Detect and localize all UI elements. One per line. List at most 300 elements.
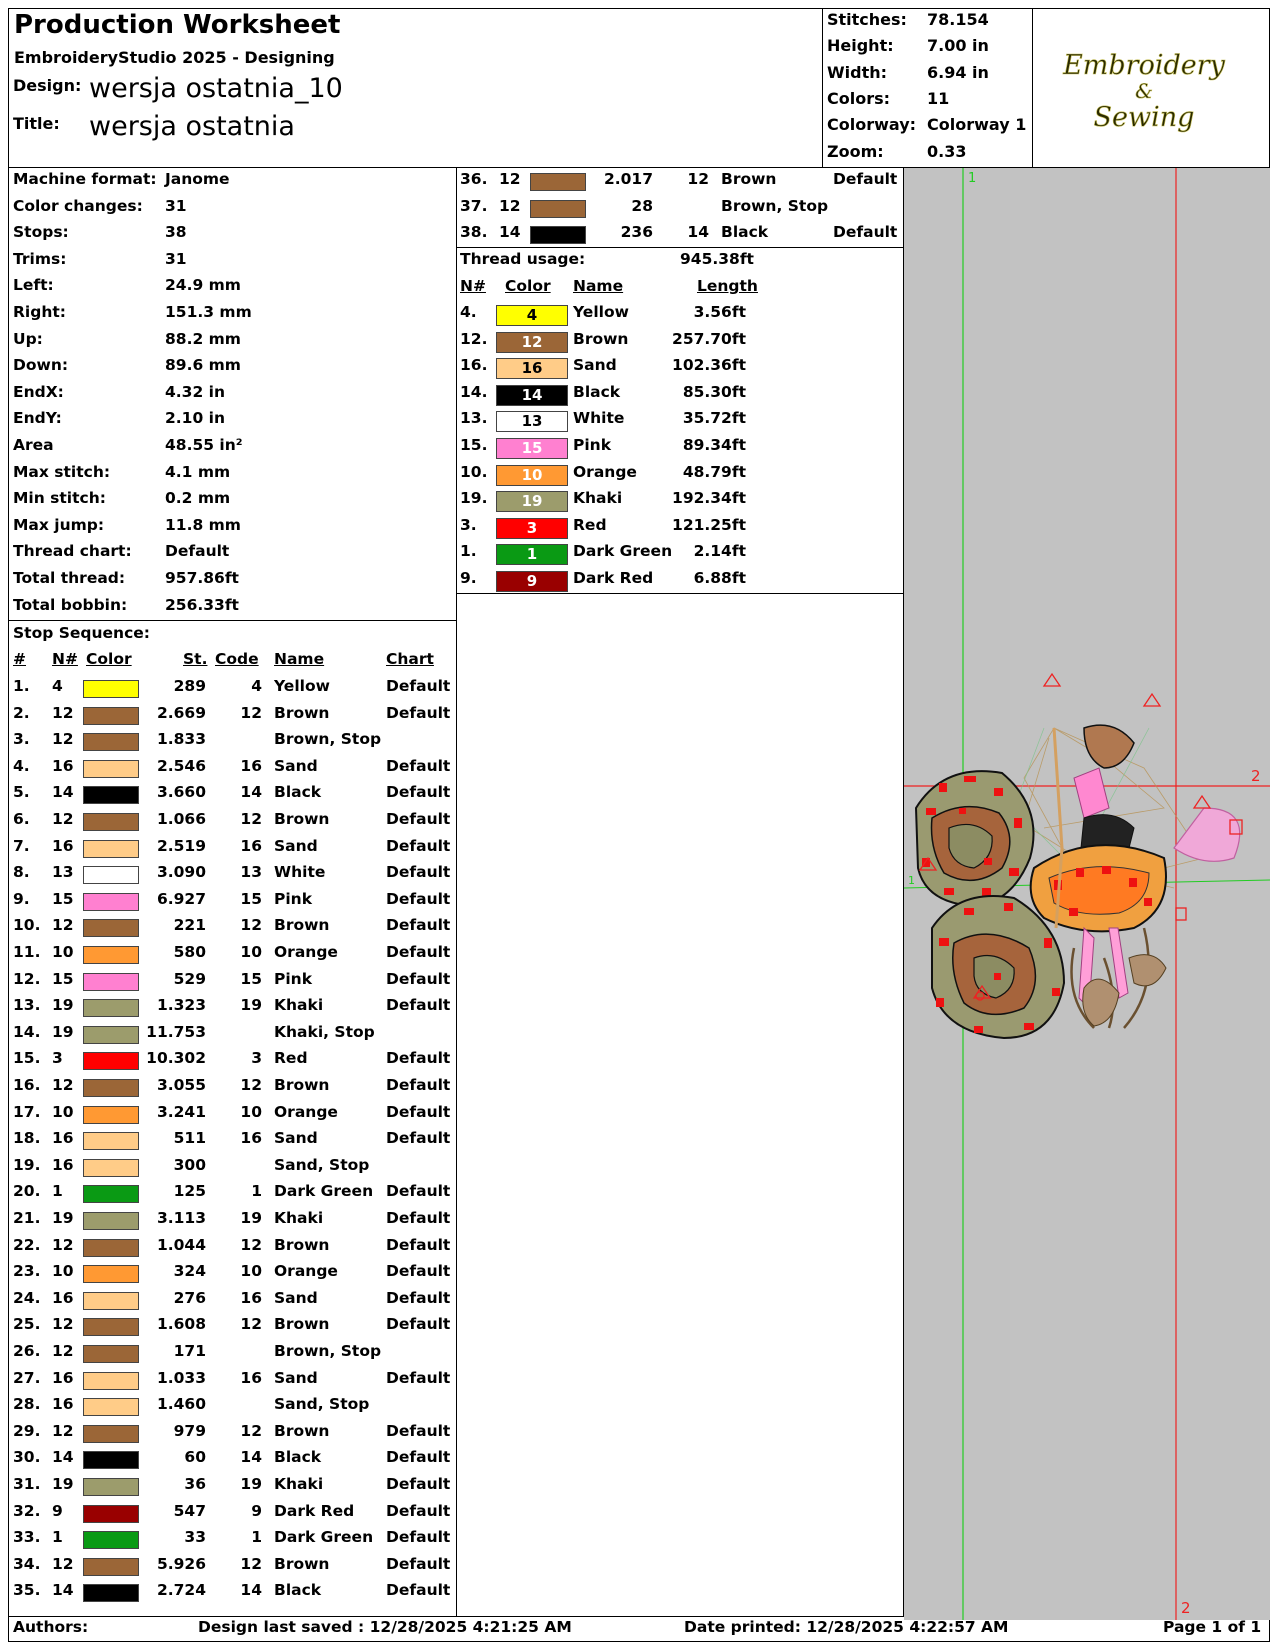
stop-name: Brown: [274, 1421, 330, 1440]
stop-chart: Default: [386, 1209, 451, 1227]
stop-number: 7.: [13, 836, 30, 855]
stop-chart: Default: [386, 1262, 451, 1281]
info-row: [13, 409, 225, 436]
thread-name: Red: [573, 515, 607, 534]
stop-needle: 12: [52, 810, 74, 828]
stop-needle: 16: [52, 1129, 74, 1148]
thread-length: 35.72ft: [682, 409, 746, 428]
thread-name: Brown: [573, 329, 629, 348]
stop-stitches: 60: [184, 1448, 206, 1467]
info-row: [13, 303, 252, 330]
stop-needle: 4: [52, 677, 63, 695]
stop-color-swatch: [83, 1531, 139, 1549]
stop-row: [0, 943, 451, 970]
stop-number: 25.: [13, 1315, 41, 1334]
stat-value: 6.94 in: [927, 62, 989, 82]
footer-last-saved: Design last saved : 12/28/2025 4:21:25 AM: [198, 1618, 572, 1636]
design-preview: [904, 168, 1270, 1620]
stop-color-swatch: [83, 1584, 139, 1602]
thread-name: Dark Red: [573, 569, 654, 587]
stop-stitches: 36: [184, 1475, 206, 1493]
stop-name: Sand: [274, 1288, 318, 1307]
stop-chart: Default: [386, 836, 451, 855]
stop-name: Yellow: [274, 677, 330, 695]
stop-stitches: 2.669: [156, 703, 206, 722]
stop-name: Black: [274, 1448, 322, 1467]
stop-name: Brown: [274, 1235, 330, 1254]
thread-name: Orange: [573, 462, 637, 481]
col-header-color: Color: [86, 650, 132, 668]
stop-row: [447, 197, 895, 224]
thread-needle: 3.: [460, 515, 477, 534]
thread-row: [456, 356, 903, 383]
info-row: [13, 249, 187, 277]
stop-chart: Default: [386, 756, 451, 775]
stop-needle: 12: [52, 1076, 74, 1094]
stop-stitches: 289: [173, 677, 206, 695]
stop-code: 16: [240, 1288, 262, 1307]
thread-length: 2.14ft: [693, 542, 746, 561]
stop-color-swatch: [83, 707, 139, 725]
software-subtitle: EmbroideryStudio 2025 - Designing: [14, 48, 335, 67]
col-header-chart: Chart: [386, 650, 434, 668]
stop-chart: Default: [386, 1049, 451, 1068]
thread-needle: 1.: [460, 542, 477, 561]
stop-stitches: 276: [173, 1288, 206, 1307]
stop-number: 29.: [13, 1421, 41, 1440]
stop-name: Orange: [274, 943, 338, 961]
stop-color-swatch: [83, 1318, 139, 1336]
stop-needle: 19: [52, 996, 74, 1015]
stop-color-swatch: [83, 840, 139, 858]
thread-name: Khaki: [573, 489, 623, 508]
thread-row: [456, 516, 903, 543]
stop-color-swatch: [83, 893, 139, 911]
stop-stitches: 33: [184, 1528, 206, 1547]
stop-chart: Default: [386, 1235, 451, 1254]
stop-needle: 19: [52, 1209, 74, 1227]
stop-stitches: 1.323: [156, 996, 206, 1015]
stop-code: 14: [240, 1581, 262, 1600]
stop-code: 10: [240, 1102, 262, 1121]
stop-name: Brown: [721, 170, 777, 188]
stop-row: [0, 1528, 451, 1555]
info-value: 38: [165, 223, 187, 242]
stop-code: 12: [240, 1315, 262, 1334]
thread-length: 257.70ft: [672, 329, 746, 348]
info-value: 4.32 in: [165, 382, 225, 401]
stop-stitches: 28: [631, 196, 653, 215]
thread-row: [456, 436, 903, 463]
design-title: wersja ostatnia: [89, 111, 295, 142]
stop-code: 12: [687, 170, 709, 188]
stat-label: Colors:: [827, 88, 891, 108]
stop-stitches: 3.055: [156, 1076, 206, 1094]
footer-authors: Authors:: [13, 1618, 89, 1636]
stop-name: Pink: [274, 969, 313, 988]
thread-header-length: Length: [697, 277, 758, 295]
stop-needle: 13: [52, 863, 74, 882]
stop-needle: 15: [52, 889, 74, 908]
stop-number: 22.: [13, 1235, 41, 1254]
stop-row: [0, 1395, 448, 1422]
stop-code: 12: [240, 1235, 262, 1254]
stop-name: Brown: [274, 810, 330, 828]
stop-code: 13: [240, 863, 262, 882]
stop-color-swatch: [530, 226, 586, 244]
info-row: [13, 356, 241, 383]
stop-color-swatch: [83, 1212, 139, 1230]
stop-number: 9.: [13, 889, 30, 908]
thread-needle: 12.: [460, 329, 488, 348]
stop-stitches: 3.090: [156, 863, 206, 882]
stop-row: [0, 1475, 451, 1502]
thread-length: 121.25ft: [672, 515, 746, 534]
info-value: 48.55 in²: [165, 436, 243, 454]
stop-stitches: 11.753: [146, 1022, 206, 1041]
stop-number: 11.: [13, 943, 41, 961]
stop-color-swatch: [83, 1265, 139, 1283]
thread-header-needle: N#: [460, 277, 486, 295]
info-row: [13, 436, 243, 463]
stop-stitches: 1.033: [156, 1368, 206, 1387]
stop-chart: Default: [386, 1581, 451, 1600]
stop-stitches: 1.608: [156, 1315, 206, 1334]
stop-needle: 10: [52, 943, 74, 961]
info-value: 88.2 mm: [165, 329, 241, 348]
info-row: [13, 170, 230, 197]
thread-color-swatch: 14: [496, 385, 568, 406]
stop-code: 12: [240, 703, 262, 722]
stop-sequence-title: Stop Sequence:: [13, 624, 150, 642]
stop-name: Brown: [274, 1076, 330, 1094]
stop-code: 1: [251, 1182, 262, 1201]
stop-color-swatch: [83, 1398, 139, 1416]
stop-chart: Default: [833, 170, 898, 188]
stop-row: [0, 996, 451, 1023]
stop-stitches: 2.546: [156, 756, 206, 775]
stop-stitches: 236: [620, 223, 653, 242]
stop-name: Orange: [274, 1262, 338, 1281]
stop-name: Dark Green: [274, 1182, 374, 1201]
thread-row: [456, 330, 903, 357]
info-value: 24.9 mm: [165, 276, 241, 295]
stop-color-swatch: [83, 813, 139, 831]
stop-name: Dark Red: [274, 1501, 355, 1520]
stat-label: Width:: [827, 62, 888, 82]
info-row: [13, 196, 187, 224]
stop-code: 12: [240, 1076, 262, 1094]
stop-stitches: 547: [173, 1501, 206, 1520]
stop-stitches: 2.519: [156, 836, 206, 855]
stop-needle: 12: [52, 730, 74, 749]
info-value: 0.2 mm: [165, 489, 231, 508]
thread-name: Sand: [573, 356, 617, 375]
stop-color-swatch: [83, 1185, 139, 1203]
info-value: 4.1 mm: [165, 462, 231, 481]
stop-chart: Default: [386, 703, 451, 722]
stop-color-swatch: [530, 173, 586, 191]
stop-row: [0, 1102, 451, 1130]
page-title: Production Worksheet: [14, 10, 341, 40]
thread-length: 85.30ft: [682, 382, 746, 401]
stop-chart: Default: [386, 1288, 451, 1307]
thread-needle: 10.: [460, 462, 488, 481]
thread-needle: 9.: [460, 569, 477, 587]
design-name: wersja ostatnia_10: [89, 73, 343, 104]
stop-stitches: 1.833: [156, 730, 206, 749]
thread-row: [456, 489, 903, 516]
stop-stitches: 5.926: [156, 1554, 206, 1573]
stop-number: 27.: [13, 1368, 41, 1387]
stop-row: [0, 1421, 451, 1449]
stop-name: Khaki: [274, 996, 324, 1015]
info-row: [13, 489, 231, 516]
info-label: Max stitch:: [13, 462, 111, 481]
stop-name: Sand: [274, 1129, 318, 1148]
stop-name: Sand: [274, 1368, 318, 1387]
stop-code: 16: [240, 836, 262, 855]
stop-number: 5.: [13, 783, 30, 802]
info-value: 89.6 mm: [165, 356, 241, 375]
thread-needle: 14.: [460, 382, 488, 401]
stop-needle: 14: [52, 783, 74, 802]
stop-needle: 14: [52, 1448, 74, 1467]
stop-color-swatch: [83, 1505, 139, 1523]
thread-usage-title: Thread usage:: [460, 250, 586, 268]
stop-color-swatch: [530, 200, 586, 218]
stop-name: Black: [274, 1581, 322, 1600]
stop-row: [0, 1368, 451, 1396]
stop-row: [0, 1342, 448, 1369]
thread-name: Dark Green: [573, 542, 673, 561]
title-label: Title:: [13, 114, 60, 133]
stop-needle: 19: [52, 1022, 74, 1041]
stop-number: 12.: [13, 969, 41, 988]
thread-length: 48.79ft: [682, 462, 746, 481]
stat-value: 7.00 in: [927, 36, 989, 56]
stop-chart: Default: [386, 1368, 451, 1387]
stop-chart: Default: [386, 1421, 451, 1440]
stop-chart: Default: [386, 1076, 451, 1094]
stop-color-swatch: [83, 1425, 139, 1443]
stop-needle: 16: [52, 836, 74, 855]
stop-number: 36.: [460, 170, 488, 188]
stop-name: Brown, Stop: [274, 730, 382, 749]
stop-stitches: 324: [173, 1262, 206, 1281]
stop-needle: 16: [52, 1155, 74, 1174]
stop-row: [0, 1554, 451, 1582]
col-header-name: Name: [274, 650, 325, 668]
stop-number: 10.: [13, 916, 41, 935]
stop-needle: 1: [52, 1182, 63, 1201]
stop-chart: Default: [386, 863, 451, 882]
stop-color-swatch: [83, 1026, 139, 1044]
stop-color-swatch: [83, 733, 139, 751]
stop-row: [0, 810, 451, 837]
thread-row: [456, 542, 903, 569]
stop-code: 16: [240, 1368, 262, 1387]
thread-name: Black: [573, 382, 621, 401]
stop-chart: Default: [386, 943, 451, 961]
col-header-num: #: [13, 650, 26, 668]
stat-value: 0.33: [927, 141, 967, 161]
thread-length: 102.36ft: [672, 356, 746, 375]
stop-row: [0, 1182, 451, 1209]
thread-row: [456, 569, 903, 596]
footer-date-printed: Date printed: 12/28/2025 4:22:57 AM: [684, 1618, 1009, 1636]
stat-label: Stitches:: [827, 10, 907, 29]
stop-color-swatch: [83, 1132, 139, 1150]
stop-number: 15.: [13, 1049, 41, 1068]
thread-color-swatch: 13: [496, 411, 568, 432]
info-label: Area: [13, 436, 54, 454]
info-label: Max jump:: [13, 515, 105, 534]
stop-row: [0, 677, 451, 704]
stop-chart: Default: [386, 1501, 451, 1520]
stop-number: 34.: [13, 1554, 41, 1573]
stop-stitches: 2.017: [603, 170, 653, 188]
stop-code: 3: [251, 1049, 262, 1068]
thread-needle: 4.: [460, 303, 477, 321]
col-header-needle: N#: [52, 650, 78, 668]
stop-name: Brown: [274, 703, 330, 722]
stop-color-swatch: [83, 1345, 139, 1363]
stop-name: Sand: [274, 756, 318, 775]
stop-number: 16.: [13, 1076, 41, 1094]
stop-color-swatch: [83, 1451, 139, 1469]
thread-row: [456, 383, 903, 410]
info-row: [13, 515, 241, 543]
info-value: 151.3 mm: [165, 303, 252, 321]
stop-code: 9: [251, 1501, 262, 1520]
stop-name: Khaki: [274, 1475, 324, 1493]
stop-number: 17.: [13, 1102, 41, 1121]
stop-row: [0, 836, 451, 864]
stop-chart: Default: [386, 1448, 451, 1467]
stop-name: Sand, Stop: [274, 1155, 370, 1174]
stop-row: [0, 1076, 451, 1103]
stop-name: Brown: [274, 1315, 330, 1334]
stop-row: [0, 1049, 451, 1076]
stop-name: Khaki: [274, 1209, 324, 1227]
stop-stitches: 6.927: [156, 889, 206, 908]
stop-color-swatch: [83, 786, 139, 804]
stop-code: 19: [240, 1209, 262, 1227]
stop-color-swatch: [83, 1159, 139, 1177]
thread-needle: 13.: [460, 409, 488, 428]
thread-color-swatch: 1: [496, 544, 568, 565]
stop-code: 12: [240, 916, 262, 935]
thread-length: 3.56ft: [693, 303, 746, 321]
stop-name: Brown: [274, 1554, 330, 1573]
info-row: [13, 595, 239, 623]
thread-needle: 19.: [460, 489, 488, 508]
logo-line-1: Embroidery: [1063, 50, 1225, 81]
design-label: Design:: [13, 76, 82, 95]
embroidery-artwork: [916, 674, 1242, 1038]
stop-stitches: 979: [173, 1421, 206, 1440]
stop-needle: 12: [52, 916, 74, 935]
stop-number: 35.: [13, 1581, 41, 1600]
stop-row: [0, 889, 451, 917]
thread-usage-total: 945.38ft: [680, 250, 754, 268]
stop-color-swatch: [83, 1292, 139, 1310]
marker-left: 1: [908, 874, 915, 887]
thread-header-color: Color: [505, 277, 551, 295]
stat-value: 78.154: [927, 10, 989, 29]
info-label: Stops:: [13, 223, 69, 242]
stop-needle: 16: [52, 1395, 74, 1414]
stop-code: 12: [240, 810, 262, 828]
stop-chart: Default: [386, 1475, 451, 1493]
info-value: Janome: [165, 170, 230, 188]
stop-number: 24.: [13, 1288, 41, 1307]
stop-color-swatch: [83, 1106, 139, 1124]
stop-row: [0, 1209, 451, 1236]
marker-right: 2: [1251, 767, 1261, 785]
thread-row: [456, 463, 903, 490]
thread-length: 89.34ft: [682, 436, 746, 454]
stop-needle: 12: [52, 1421, 74, 1440]
stop-color-swatch: [83, 919, 139, 937]
stop-name: Brown: [274, 916, 330, 935]
stop-number: 31.: [13, 1475, 41, 1493]
stop-row: [447, 223, 898, 250]
info-label: Up:: [13, 329, 43, 348]
stop-row: [0, 969, 451, 997]
stop-needle: 10: [52, 1102, 74, 1121]
brand-logo: [1034, 14, 1254, 154]
thread-color-swatch: 4: [496, 305, 568, 326]
stop-chart: Default: [386, 1129, 451, 1148]
stop-stitches: 511: [173, 1129, 206, 1148]
stop-row: [0, 916, 451, 943]
stop-needle: 12: [52, 703, 74, 722]
info-row: [13, 276, 241, 303]
stop-code: 15: [240, 889, 262, 908]
stop-stitches: 300: [173, 1155, 206, 1174]
stop-row: [0, 730, 448, 757]
stop-needle: 16: [52, 1368, 74, 1387]
stop-code: 12: [240, 1554, 262, 1573]
thread-color-swatch: 12: [496, 332, 568, 353]
stop-needle: 10: [52, 1262, 74, 1281]
info-label: EndX:: [13, 382, 64, 401]
footer-page-number: Page 1 of 1: [1163, 1618, 1262, 1636]
thread-color-swatch: 10: [496, 465, 568, 486]
stop-chart: Default: [386, 996, 451, 1015]
info-label: Left:: [13, 276, 54, 295]
stop-row: [0, 703, 451, 731]
thread-row: [456, 409, 903, 436]
stop-row: [0, 1581, 451, 1608]
thread-row: [456, 303, 903, 330]
stop-chart: Default: [833, 223, 898, 242]
stop-name: Brown, Stop: [721, 196, 829, 215]
stop-color-swatch: [83, 760, 139, 778]
stop-code: 1: [251, 1528, 262, 1547]
stop-code: 14: [687, 223, 709, 242]
thread-name: Pink: [573, 436, 612, 454]
stop-stitches: 125: [173, 1182, 206, 1201]
stop-needle: 12: [52, 1235, 74, 1254]
stop-color-swatch: [83, 973, 139, 991]
info-label: Color changes:: [13, 196, 143, 215]
stop-code: 4: [251, 677, 262, 695]
header-divider-stats: [822, 8, 823, 168]
stop-number: 2.: [13, 703, 30, 722]
